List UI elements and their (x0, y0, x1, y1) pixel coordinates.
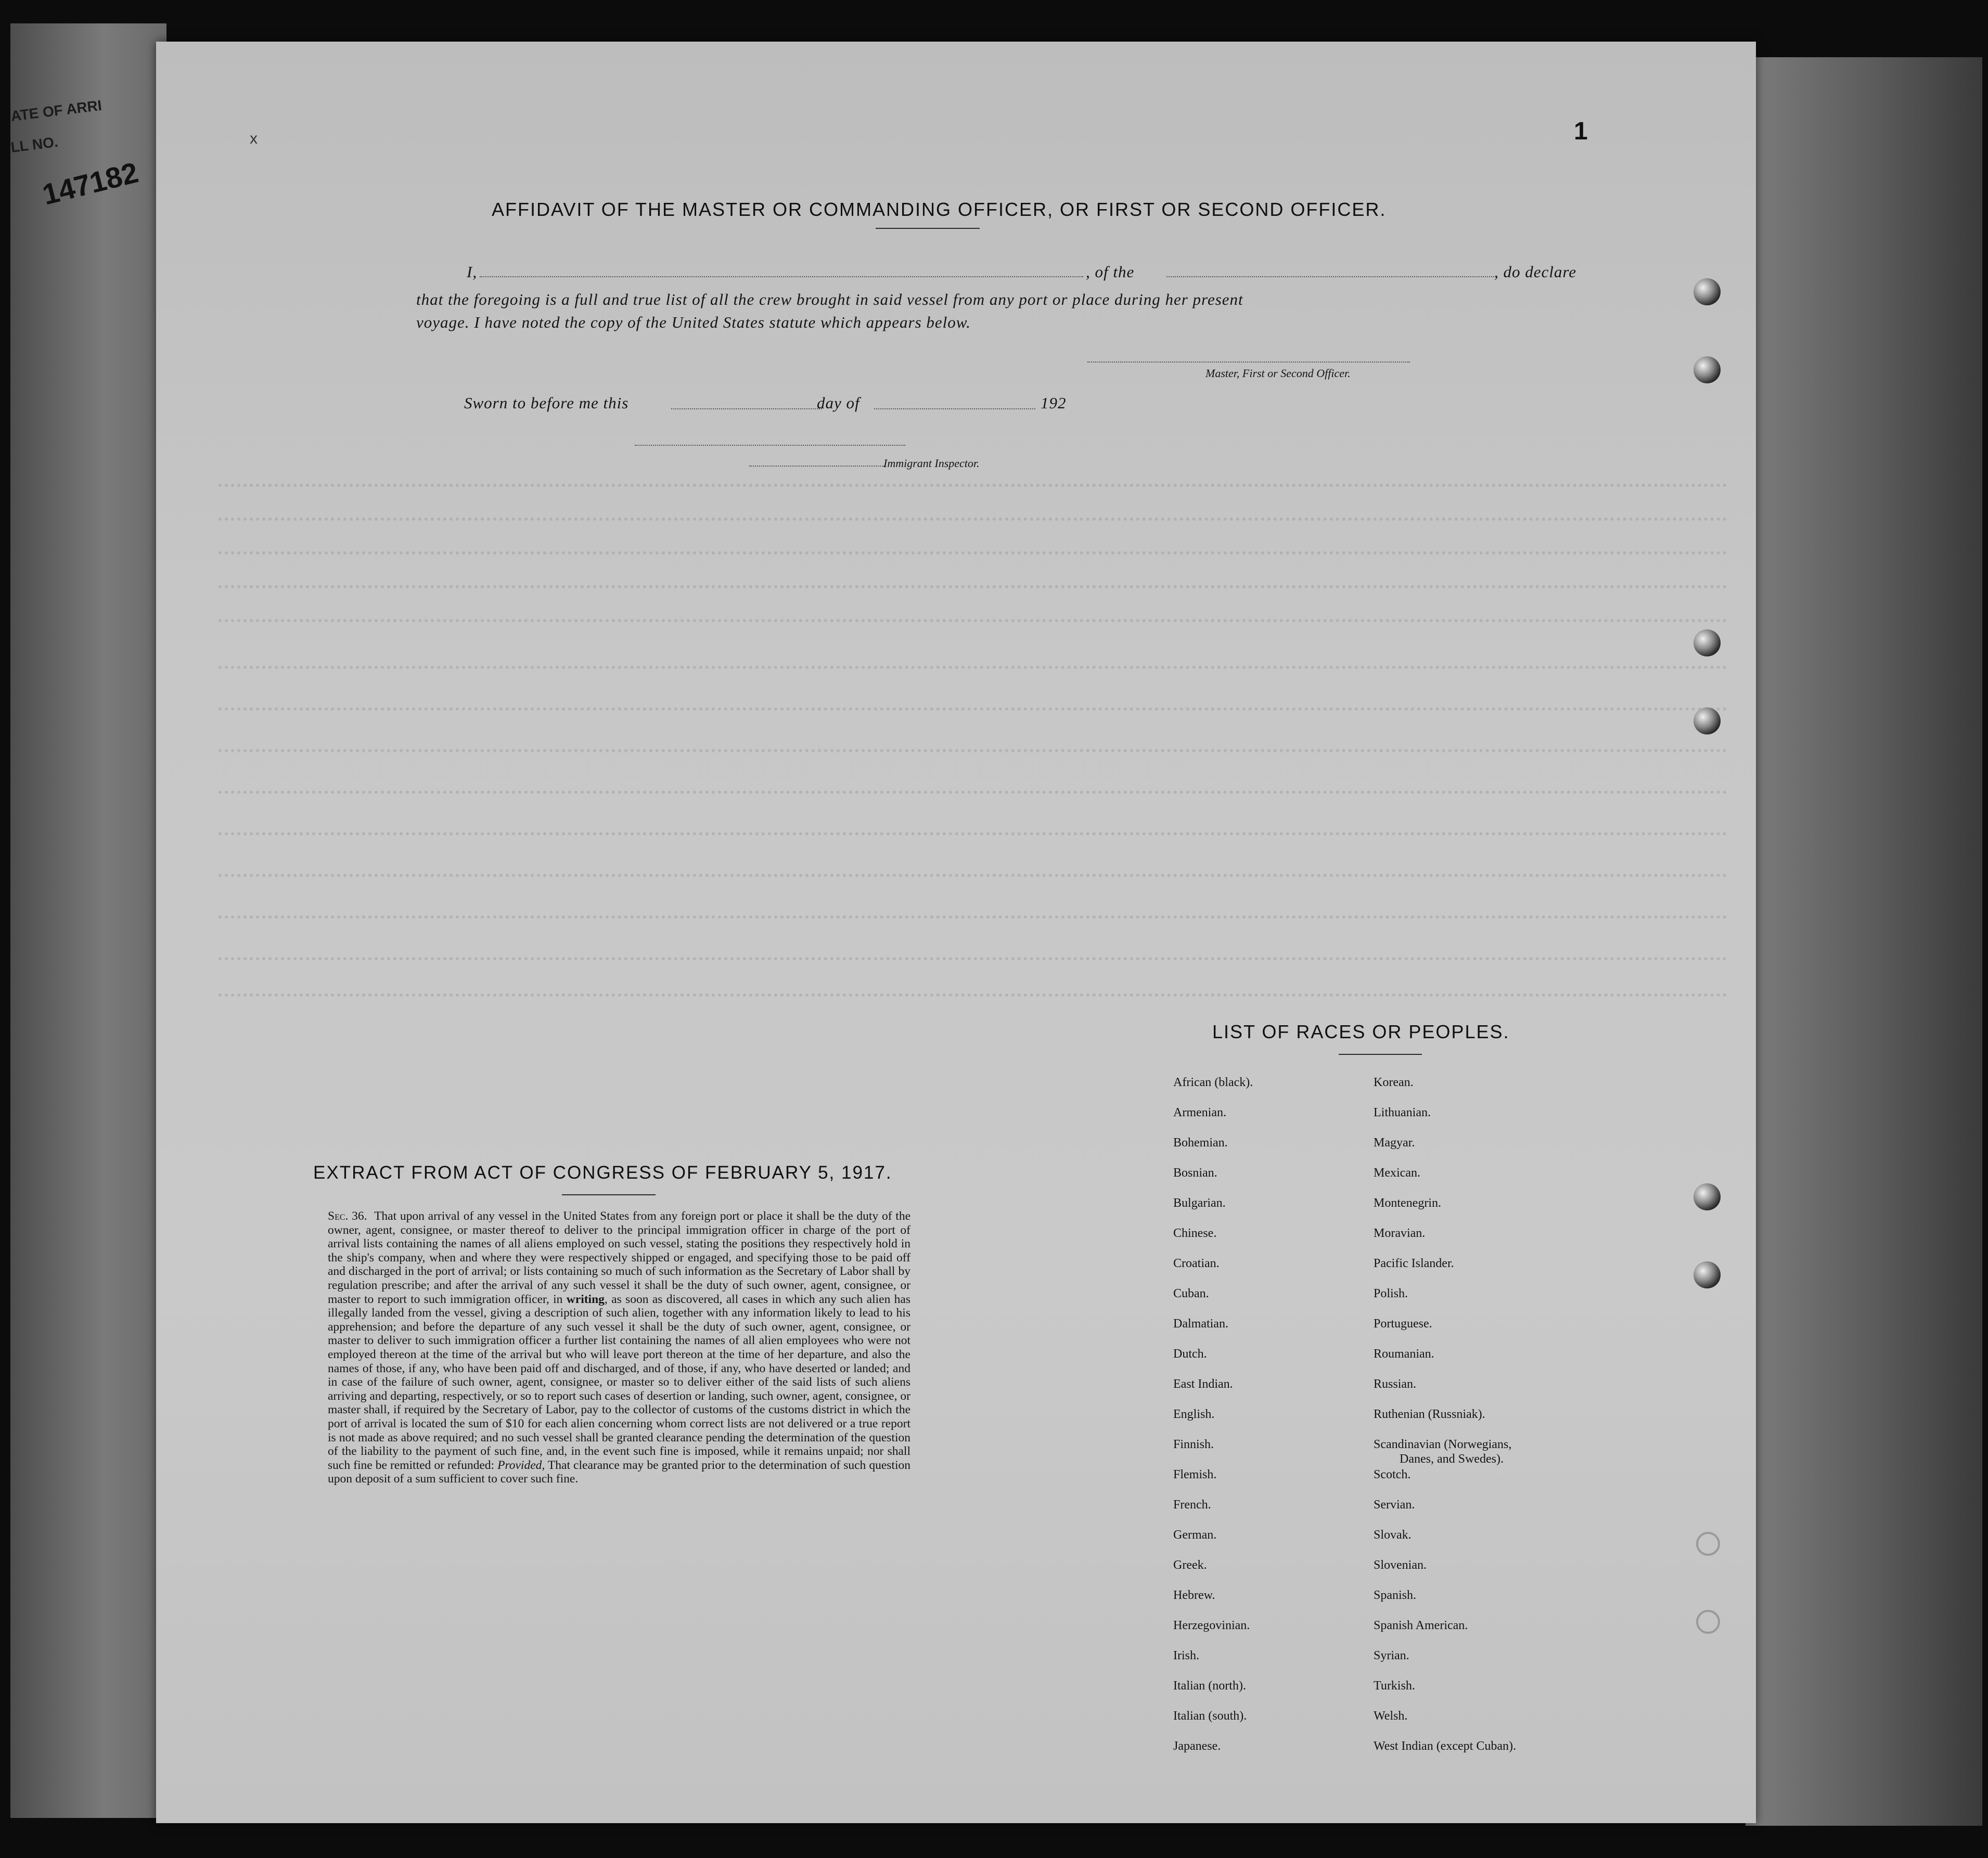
inspector-line-lower (749, 466, 884, 467)
day-of-label: day of (817, 394, 860, 412)
top-right-mark: 1 (1574, 118, 1589, 145)
sworn-day-field (671, 408, 822, 409)
punch-hole (1694, 1261, 1721, 1288)
vessel-name-field (1166, 276, 1494, 277)
race-item: Moravian. (1374, 1227, 1426, 1240)
race-item: Roumanian. (1374, 1347, 1434, 1361)
punch-hole (1694, 1183, 1721, 1210)
affidavit-heading: AFFIDAVIT OF THE MASTER OR COMMANDING OFFICER, OR FIRST OR SECOND OFFICER. (492, 199, 1387, 220)
stamp-line-2: LL NO. (9, 134, 59, 156)
race-item: East Indian. (1173, 1377, 1233, 1391)
affidavit-of-the-label: , of the (1086, 263, 1135, 281)
race-item: Japanese. (1173, 1739, 1221, 1753)
race-item: Herzegovinian. (1173, 1619, 1250, 1632)
punch-hole (1694, 356, 1721, 383)
race-item: Mexican. (1374, 1166, 1420, 1180)
race-item: Slovenian. (1374, 1558, 1427, 1572)
race-item: Greek. (1173, 1558, 1207, 1572)
race-item: Spanish American. (1374, 1619, 1468, 1632)
affidavit-i-label: I, (467, 263, 478, 281)
statute-text-c: That clearance may be granted prior to the determination of such question upon deposit of a sum sufficient to cover such fine. (328, 1458, 910, 1486)
race-item: Finnish. (1173, 1438, 1214, 1451)
race-item: Turkish. (1374, 1679, 1415, 1693)
statute-text-a: That upon arrival of any vessel in the United States from any foreign port or place it shall be the duty of the owner, agent, consignee, or master thereof to deliver to the principal immigration officer in charge of the port of arrival lists containing the names of all aliens employed on such vessel, stating the positions they respectively hold in the ship's company, when and where they were respectively shipped or engaged, and specifying those to be paid off and discharged in the port of arrival; or lists containing so much of such information as the Secretary of Labor shall by regulation prescribe; and after the arrival of any such vessel it shall be the duty of such owner, agent, consignee, or master to report to such immigration officer, in (328, 1209, 911, 1306)
race-item: Bulgarian. (1173, 1196, 1226, 1210)
stamp-number: 147182 (39, 156, 142, 211)
race-item: Lithuanian. (1374, 1106, 1431, 1119)
race-item: French. (1173, 1498, 1211, 1512)
race-item: Flemish. (1173, 1468, 1217, 1481)
affidavit-heading-rule (876, 228, 980, 229)
race-item: Syrian. (1374, 1649, 1409, 1662)
race-item: Servian. (1374, 1498, 1415, 1512)
race-item: Pacific Islander. (1374, 1257, 1454, 1270)
punch-hole-empty (1696, 1610, 1720, 1634)
race-item: Portuguese. (1374, 1317, 1432, 1331)
race-item: Russian. (1374, 1377, 1417, 1391)
race-scandinavian-continuation: Danes, and Swedes). (1400, 1452, 1504, 1466)
statute-section-label: Sec. 36. (328, 1209, 367, 1223)
race-item: Korean. (1374, 1076, 1414, 1089)
races-heading-rule (1339, 1054, 1422, 1055)
race-item: Scotch. (1374, 1468, 1411, 1481)
statute-provided-word: Provided, (497, 1458, 545, 1472)
inspector-caption: Immigrant Inspector. (883, 457, 980, 470)
race-item: Dutch. (1173, 1347, 1207, 1361)
punch-hole (1694, 278, 1721, 305)
punch-hole (1694, 707, 1721, 734)
race-item: Bohemian. (1173, 1136, 1228, 1150)
back-sheet-left (10, 23, 166, 1818)
race-item: Hebrew. (1173, 1589, 1215, 1602)
race-item: Armenian. (1173, 1106, 1226, 1119)
affidavit-line-3: voyage. I have noted the copy of the United States statute which appears below. (416, 313, 971, 331)
race-item: Bosnian. (1173, 1166, 1217, 1180)
race-item: German. (1173, 1528, 1217, 1542)
statute-text-b: , as soon as discovered, all cases in which any such alien has illegally landed from the vessel, giving a description of such alien, together with any information likely to lead to his apprehension; and before the departure of any such vessel it shall be the duty of such owner, agent, consignee, or master to deliver to such immigration officer a further list containing the names of all alien employees who were not employed thereon at the time of the arrival but who will leave port thereon at the time of her departure, and also the names of those, if any, who have been paid off and discharged, and of those, if any, who have deserted or landed; and in case of the failure of such owner, agent, consignee, or master so to deliver either of the said lists of such aliens arriving and departing, respectively, or so to report such cases of desertion or landing, such owner, agent, consignee, or master shall, if required by the Secretary of Labor, pay to the collector of customs of the customs district in which the port of arrival is located the sum of $10 for each alien concerning whom correct lists are not delivered or a true report is not made as above required; and no such vessel shall be granted clearance pending the determination of the question of the liability to the payment of such fine, and, in the event such fine is imposed, while it remains unpaid; nor shall such fine be remitted or refunded: (328, 1292, 910, 1472)
sworn-month-field (874, 408, 1035, 409)
race-item: Spanish. (1374, 1589, 1417, 1602)
extract-heading: EXTRACT FROM ACT OF CONGRESS OF FEBRUARY 5, 1917. (313, 1163, 892, 1183)
race-item: Magyar. (1374, 1136, 1415, 1150)
top-left-mark: x (250, 130, 259, 147)
signature-caption: Master, First or Second Officer. (1205, 367, 1351, 380)
stamp-line-1: ATE OF ARRI (9, 97, 103, 124)
race-item: Slovak. (1374, 1528, 1412, 1542)
race-item: Chinese. (1173, 1227, 1217, 1240)
race-item: Montenegrin. (1374, 1196, 1441, 1210)
manifest-page (156, 42, 1756, 1823)
race-item: Dalmatian. (1173, 1317, 1228, 1331)
race-item: Welsh. (1374, 1709, 1408, 1723)
races-heading: LIST OF RACES OR PEOPLES. (1212, 1021, 1510, 1042)
race-item: West Indian (except Cuban). (1374, 1739, 1516, 1753)
arrival-stamp (9, 94, 142, 239)
signature-line (1087, 362, 1410, 363)
race-item: English. (1173, 1408, 1215, 1421)
race-item: Cuban. (1173, 1287, 1209, 1300)
affidavit-line-2: that the foregoing is a full and true list of all the crew brought in said vessel from any port or place during her present (416, 290, 1243, 308)
race-item: African (black). (1173, 1076, 1253, 1089)
sworn-label: Sworn to before me this (464, 394, 629, 412)
race-item: Irish. (1173, 1649, 1199, 1662)
race-item: Ruthenian (Russniak). (1374, 1408, 1485, 1421)
statute-writing-word: writing (566, 1292, 605, 1306)
back-sheet-right (1746, 57, 1982, 1826)
year-label: 192 (1041, 394, 1067, 412)
race-item: Polish. (1374, 1287, 1408, 1300)
race-item: Scandinavian (Norwegians, (1374, 1438, 1512, 1451)
punch-hole (1694, 629, 1721, 656)
race-item: Italian (north). (1173, 1679, 1246, 1693)
race-item: Italian (south). (1173, 1709, 1247, 1723)
bleed-through-rows (156, 42, 1756, 1082)
extract-heading-rule (562, 1194, 656, 1195)
inspector-line-upper (635, 445, 905, 446)
affidavit-do-declare-label: , do declare (1494, 263, 1577, 281)
statute-paragraph (328, 1209, 910, 1486)
master-name-field (480, 276, 1083, 277)
punch-hole-empty (1696, 1532, 1720, 1556)
race-item: Croatian. (1173, 1257, 1220, 1270)
